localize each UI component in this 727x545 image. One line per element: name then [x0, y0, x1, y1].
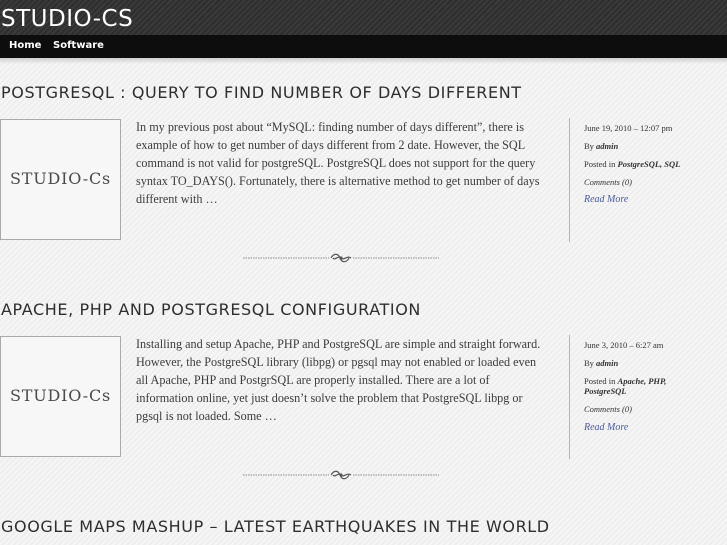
- read-more-link[interactable]: Read More: [584, 422, 629, 433]
- post-author-line: [584, 141, 618, 151]
- post-author[interactable]: admin: [596, 358, 619, 368]
- post-categories-line: [584, 376, 666, 386]
- post-thumbnail[interactable]: [0, 119, 121, 240]
- post-title[interactable]: APACHE, PHP AND POSTGRESQL CONFIGURATION: [1, 300, 421, 319]
- post-excerpt: Installing and setup Apache, PHP and PostgreSQL are simple and straight forward. However, the PostgreSQL library (libpg) or pgsql may not enabled or loaded even all Apache, PHP and PostgrSQL are properly installed. There are a lot of information online, yet just doesn’t solve the problem that PostgreSQL libpg or pgsql is not loaded. Some …: [136, 337, 541, 423]
- ornament-divider: [243, 253, 439, 263]
- posted-in-label: Posted in: [584, 159, 616, 169]
- post-thumbnail[interactable]: [0, 336, 121, 457]
- post-date: June 3, 2010 – 6:27 am: [584, 340, 664, 350]
- thumbnail-logo-text: STUDIO-Cs: [9, 169, 112, 188]
- post-meta: [569, 118, 727, 242]
- site-header: [0, 0, 727, 35]
- thumbnail-logo-text: STUDIO-Cs: [9, 386, 112, 405]
- comments-link[interactable]: Comments (0): [584, 404, 632, 414]
- post-categories[interactable]: PostgreSQL: [584, 386, 627, 396]
- by-label: By: [584, 141, 594, 151]
- nav-item-home[interactable]: Home: [9, 40, 42, 51]
- post-comments[interactable]: [584, 404, 632, 414]
- post-meta: [569, 335, 727, 459]
- post-date: June 19, 2010 – 12:07 pm: [584, 123, 673, 133]
- post-categories-line: [584, 159, 680, 169]
- post-author-line: [584, 358, 618, 368]
- by-label: By: [584, 358, 594, 368]
- nav-shadow: [0, 58, 727, 64]
- main-nav: [0, 35, 727, 58]
- post-author[interactable]: admin: [596, 141, 619, 151]
- post-excerpt: In my previous post about “MySQL: finding number of days different”, there is example of how to get number of days different from 2 date. However, the SQL command is not valid for postgreSQL. PostgreSQL does not support for the query syntax TO_DAYS(). Fortunately, there is alternative method to get number of days different with …: [136, 120, 540, 206]
- post-comments[interactable]: [584, 177, 632, 187]
- site-logo[interactable]: STUDIO-CS: [1, 6, 134, 32]
- post-categories[interactable]: Apache, PHP,: [617, 376, 667, 386]
- comments-link[interactable]: Comments (0): [584, 177, 632, 187]
- post-title[interactable]: POSTGRESQL : QUERY TO FIND NUMBER OF DAYS DIFFERENT: [1, 83, 522, 102]
- nav-item-software[interactable]: Software: [53, 40, 104, 51]
- post-categories[interactable]: PostgreSQL, SQL: [617, 159, 681, 169]
- posted-in-label: Posted in: [584, 376, 616, 386]
- read-more-link[interactable]: Read More: [584, 194, 629, 205]
- post-categories-line-2: [584, 386, 627, 396]
- post-title[interactable]: GOOGLE MAPS MASHUP – LATEST EARTHQUAKES IN THE WORLD: [1, 517, 550, 536]
- ornament-divider: [243, 470, 439, 480]
